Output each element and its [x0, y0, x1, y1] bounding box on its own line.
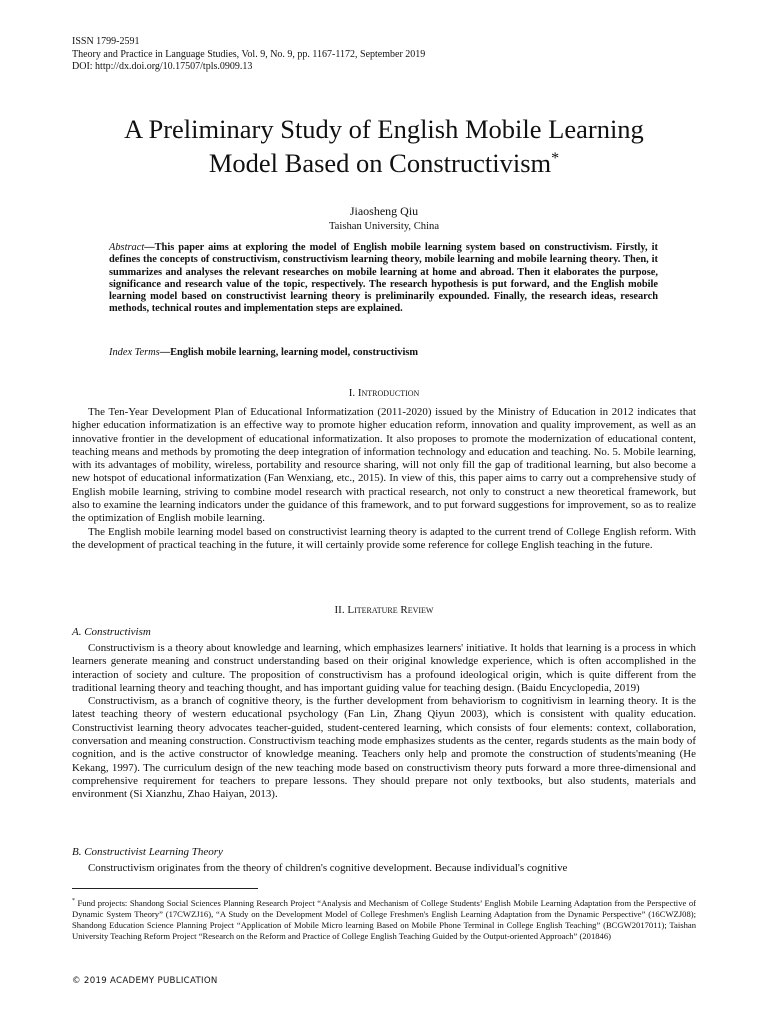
- introduction-body: [72, 406, 696, 552]
- footnote-marker: *: [72, 898, 75, 904]
- journal-header: [72, 36, 425, 74]
- constructivism-paragraph: Constructivism, as a branch of cognitive theory, is the further development from behaviorism to cognitivism in learning theory. It is the latest teaching theory of western educational psychology (Fan Lin, Zhang Qiyun 2003), which is consistent with quality education. Constructivist learning theory advocates teacher-guided, student-centered learning, which consists of four elements: context, collaboration, conversation and meaning construction. Constructivism teaching mode emphasizes students as the center, regards students as the main body of cognition, and is the active constructor of knowledge meaning. Teachers only help and promote the construction of students'meaning (He Kekang, 1997). The curriculum design of the new teaching mode based on constructivism theory puts forward a more three-dimensional and comprehensive requirement for teachers to prepare lessons. They should prepare not only textbooks, but also students, materials and environment (Si Xianzhu, Zhao Haiyan, 2013).: [72, 695, 696, 801]
- subsection-heading-constructivism: A. Constructivism: [72, 626, 151, 638]
- section-2-number: II.: [334, 604, 345, 616]
- title-line-2: [40, 146, 728, 180]
- journal-citation: Theory and Practice in Language Studies, Vol. 9, No. 9, pp. 1167-1172, September 2019: [72, 48, 426, 60]
- clt-paragraph: Constructivism originates from the theory of children's cognitive development. Because individual's cognitive: [88, 862, 568, 874]
- abstract-text: —This paper aims at exploring the model of English mobile learning system based on constructivism. Firstly, it defines the concepts of constructivism, constructivism learning theory, mobile learning and mobile learning theory. Then, it summarizes and analyses the relevant researches on mobile learning at home and abroad. Then it elaborates the purpose, significance and research value of the topic, respectively. The research hypothesis is put forward, and the English mobile learning model based on constructivist learning theory is preliminarily expounded. Finally, the research ideas, research methods, technical routes and implementation steps are explained.: [109, 242, 658, 315]
- section-heading-literature-review: [0, 604, 768, 617]
- constructivism-body: [72, 642, 696, 802]
- section-heading-introduction: [0, 387, 768, 400]
- section-1-number: I.: [348, 387, 356, 399]
- constructivist-learning-theory-body: [72, 862, 696, 875]
- subsection-heading-constructivist-learning-theory: B. Constructivist Learning Theory: [72, 846, 223, 858]
- index-terms-lead: Index Terms: [109, 347, 160, 358]
- section-1-title: Introduction: [357, 387, 420, 399]
- title-line-2-text: Model Based on Constructivism: [208, 148, 552, 178]
- section-2-title: Literature Review: [347, 604, 434, 616]
- intro-paragraph: The Ten-Year Development Plan of Educational Informatization (2011-2020) issued by the Ministry of Education in 2012 indicates that higher education informatization is an effective way to promote higher education reform, innovation and quality improvement, as well as an innovative frontier in the development of educational informatization. It also proposes to promote the modernization of educational content, teaching means and methods by promoting the deep integration of information technology and education and teaching. No. 5. Mobile learning, with its advantages of mobility, wireless, portability and resource sharing, will not only fill the gap of traditional learning, but also become a new hotspot of educational informatization (Fan Wenxiang, etc., 2015). In view of this, this paper aims to carry out a comprehensive study of English mobile learning, striving to combine model research with practical research, not only to construct a new theoretical framework, but also to examine the learning indicators under the guidance of this framework, and to put forward suggestions for improvement, so as to realize the optimization of English mobile learning.: [72, 406, 696, 525]
- footnote-divider: [72, 888, 258, 889]
- footnote-text: Fund projects: Shandong Social Sciences Planning Research Project “Analysis and Mechanism of College Students’ English Mobile Learning Adaptation from the Perspective of Dynamic System Theory” (17CWZJ16), “A Study on the Development Model of College Freshmen's English Learning Adaptation from the Dynamic Perspective” (16CWZJ08); Shandong Education Science Planning Project “Application of Mobile Micro learning Based on Mobile Phone Terminal in College English Teaching” (BCGW2017011); Taishan University Teaching Reform Project “Research on the Reform and Practice of College English Teaching Guided by the Output-oriented Approach” (201846): [72, 897, 696, 941]
- abstract-lead: Abstract: [109, 242, 145, 253]
- author-name: Jiaosheng Qiu: [349, 204, 419, 218]
- title-footnote-marker: *: [551, 150, 560, 167]
- paper-title: [40, 112, 728, 180]
- issn-line: ISSN 1799-2591: [72, 36, 140, 47]
- author-affiliation: Taishan University, China: [328, 221, 440, 232]
- index-terms: [109, 347, 658, 359]
- title-line-1: A Preliminary Study of English Mobile Learning: [124, 114, 644, 144]
- constructivism-paragraph: Constructivism is a theory about knowledge and learning, which emphasizes learners' initiative. It holds that learning is a process in which learners generate meaning and construct understanding based on their original knowledge experience, which is often accomplished in the interaction of society and culture. The proposition of constructivism has a profound ideological origin, which is quite different from the traditional learning theory and teaching thought, and has important guiding value for teaching design. (Baidu Encyclopedia, 2019): [72, 642, 696, 694]
- footnote-funding: [72, 896, 696, 942]
- abstract: [109, 242, 658, 316]
- intro-paragraph: The English mobile learning model based on constructivist learning theory is adapted to the current trend of College English reform. With the development of practical teaching in the future, it will certainly provide some reference for college English teaching in the future.: [72, 525, 696, 551]
- index-terms-text: —English mobile learning, learning model, constructivism: [159, 347, 419, 358]
- doi-line: DOI: http://dx.doi.org/10.17507/tpls.0909.13: [72, 61, 253, 72]
- copyright-footer: © 2019 ACADEMY PUBLICATION: [72, 976, 218, 986]
